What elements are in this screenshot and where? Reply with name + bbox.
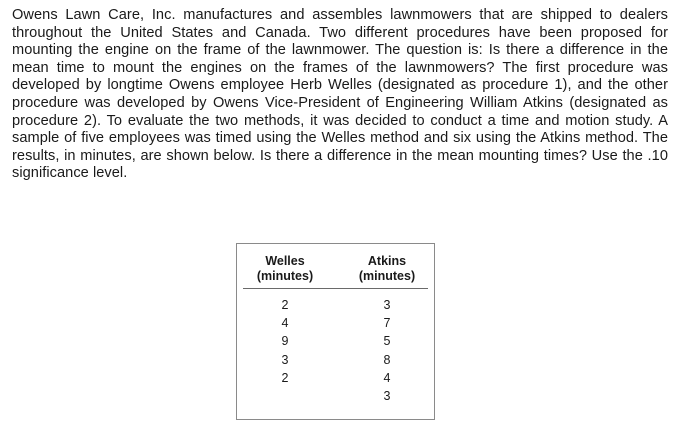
welles-value: 4 [281, 316, 289, 331]
welles-value: 2 [281, 370, 289, 385]
atkins-value: 5 [383, 334, 391, 349]
atkins-value: 4 [383, 370, 391, 385]
welles-value: 3 [281, 352, 289, 367]
atkins-values [339, 296, 435, 405]
welles-header-name: Welles [265, 254, 305, 268]
atkins-value: 3 [383, 388, 391, 403]
welles-values [237, 296, 333, 387]
data-table [236, 243, 435, 420]
atkins-header-name: Atkins [367, 254, 407, 268]
atkins-header-unit: (minutes) [358, 269, 416, 283]
problem-text: Owens Lawn Care, Inc. manufactures and assembles lawnmowers that are shipped to dealers throughout the United States and Canada. Two different procedures have been proposed for mounting the engine on the frame of the lawnmower. The question is: Is there a difference in the mean time to mount the engines on the frames of the lawnmowers? The first procedure was developed by longtime Owens employee Herb Welles (designated as procedure 1), and the other procedure was developed by Owens Vice-President of Engineering William Atkins (designated as procedure 2). To evaluate the two methods, it was decided to conduct a time and motion study. A sample of five employees was timed using the Welles method and six using the Atkins method. The results, in minutes, are shown below. Is there a difference in the mean mounting times? Use the .10 significance level. [12, 7, 668, 182]
atkins-value: 3 [383, 298, 391, 312]
welles-value: 9 [281, 334, 289, 349]
welles-header-unit: (minutes) [256, 269, 314, 283]
atkins-value: 8 [383, 352, 391, 367]
atkins-value: 7 [383, 316, 391, 331]
welles-value: 2 [281, 298, 289, 312]
